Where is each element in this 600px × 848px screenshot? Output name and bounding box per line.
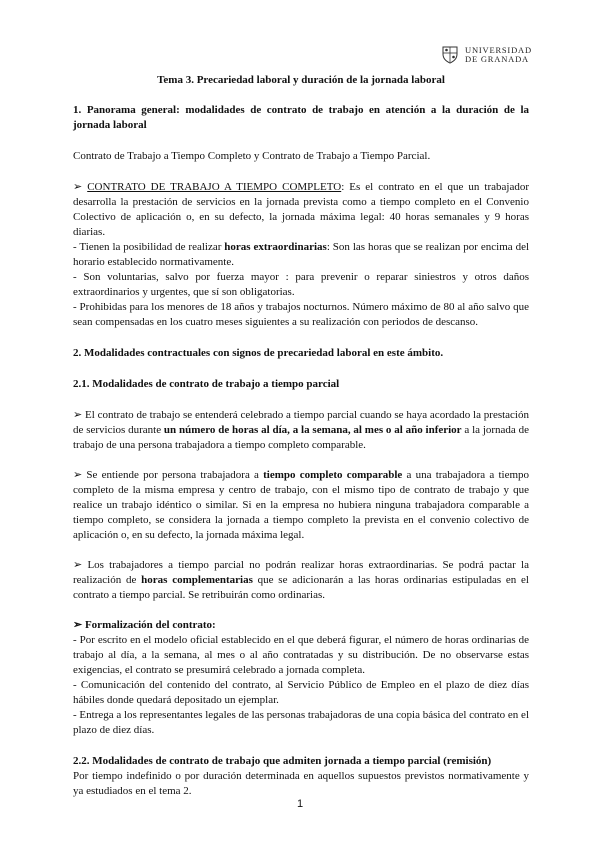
- section-1-intro: Contrato de Trabajo a Tiempo Completo y Contrato de Trabajo a Tiempo Parcial.: [73, 150, 431, 162]
- bullet-1-pre: - Tienen la posibilidad de realizar: [73, 241, 225, 253]
- logo-line-1: UNIVERSIDAD: [465, 45, 532, 55]
- document-body: [73, 73, 529, 799]
- formalization-bullet-2: - Comunicación del contenido del contrato, al Servicio Público de Empleo en el plazo de diez días hábiles donde quedará depositado un ejemplar.: [73, 679, 529, 706]
- p1-bold: un número de horas al día, a la semana, al mes o al año inferior: [163, 424, 462, 436]
- section-1-heading: 1. Panorama general: modalidades de contrato de trabajo en atención a la duración de la jornada laboral: [73, 104, 529, 131]
- full-time-contract-paragraph: [73, 180, 529, 240]
- bullet-1-bold: horas extraordinarias: [224, 241, 327, 253]
- p3-bold: horas complementarias: [141, 574, 253, 586]
- comparable-worker-paragraph: [73, 468, 529, 543]
- complementary-hours-paragraph: [73, 558, 529, 603]
- p3-pre: ➢ Los trabajadores a tiempo parcial no podrán realizar horas extraordinarias. Se podrá pactar la realización de: [73, 559, 529, 586]
- p3-post: que se adicionarán a las horas ordinarias estipuladas en el contrato a tiempo parcial. Se retribuirán como ordinarias.: [73, 574, 529, 601]
- section-2-1-heading: 2.1. Modalidades de contrato de trabajo a tiempo parcial: [73, 378, 340, 390]
- p2-bold: tiempo completo comparable: [263, 469, 403, 481]
- page-title: Tema 3. Precariedad laboral y duración de la jornada laboral: [157, 74, 445, 86]
- p1-pre: ➢ El contrato de trabajo se entenderá celebrado a tiempo parcial cuando se haya acordado la prestación de servicios durante: [73, 409, 529, 436]
- full-time-bullet-1: [73, 240, 529, 270]
- p2-post: a una trabajadora a tiempo completo de la misma empresa y centro de trabajo, con el mismo tipo de contrato de trabajo y que realice un trabajo idéntico o similar. Si en la empresa no hubiera ninguna trabajadora comparable a tiempo completo, se considera la jornada a tiempo completo la prevista en el convenio colectivo de aplicación o, en su defecto, la jornada máxima legal.: [73, 469, 530, 541]
- university-crest-icon: [440, 44, 460, 64]
- full-time-contract-text: : Es el contrato en el que un trabajador desarrolla la prestación de servicios en la jornada prevista como a tiempo completo en el Convenio Colectivo de aplicación o, en su defecto, la jornada máxima legal: 40 horas semanales y 9 horas diarias.: [73, 181, 529, 238]
- full-time-contract-label: CONTRATO DE TRABAJO A TIEMPO COMPLETO: [87, 181, 342, 193]
- logo-line-2: DE GRANADA: [465, 54, 529, 64]
- part-time-definition: [73, 408, 529, 453]
- formalization-heading: ➢ Formalización del contrato:: [73, 619, 216, 631]
- p1-post: a la jornada de trabajo de una persona trabajadora a tiempo completo comparable.: [73, 424, 530, 451]
- bullet-1-post: : Son las horas que se realizan por encima del horario establecido normativamente.: [73, 241, 530, 268]
- arrow-bullet: ➢: [73, 181, 88, 193]
- p2-pre: ➢ Se entiende por persona trabajadora a: [73, 469, 264, 481]
- section-2-heading: 2. Modalidades contractuales con signos de precariedad laboral en este ámbito.: [73, 347, 444, 359]
- formalization-bullet-3: - Entrega a los representantes legales de las personas trabajadoras de una copia básica del contrato en el plazo de diez días.: [73, 709, 529, 736]
- formalization-bullet-1: - Por escrito en el modelo oficial establecido en el que deberá figurar, el número de horas ordinarias de trabajo al día, a la semana, al mes o al año contratadas y su distribución. De no observarse estas exigencias, el contrato se presumirá celebrado a jornada completa.: [73, 634, 529, 676]
- page-number: 1: [296, 798, 304, 810]
- university-logo: [440, 44, 565, 64]
- full-time-bullet-2: - Son voluntarias, salvo por fuerza mayor : para prevenir o reparar siniestros y otros daños extraordinarios y urgentes, que sí son obligatorias.: [73, 271, 529, 298]
- section-2-2-text: Por tiempo indefinido o por duración determinada en aquellos supuestos previstos normativamente y ya estudiados en el tema 2.: [73, 770, 529, 797]
- full-time-bullet-3: - Prohibidas para los menores de 18 años y trabajos nocturnos. Número máximo de 80 al año salvo que sean compensadas en los cuatro meses siguientes a su realización con periodos de descanso.: [73, 301, 529, 328]
- section-2-2-heading: 2.2. Modalidades de contrato de trabajo que admiten jornada a tiempo parcial (remisión): [73, 755, 492, 767]
